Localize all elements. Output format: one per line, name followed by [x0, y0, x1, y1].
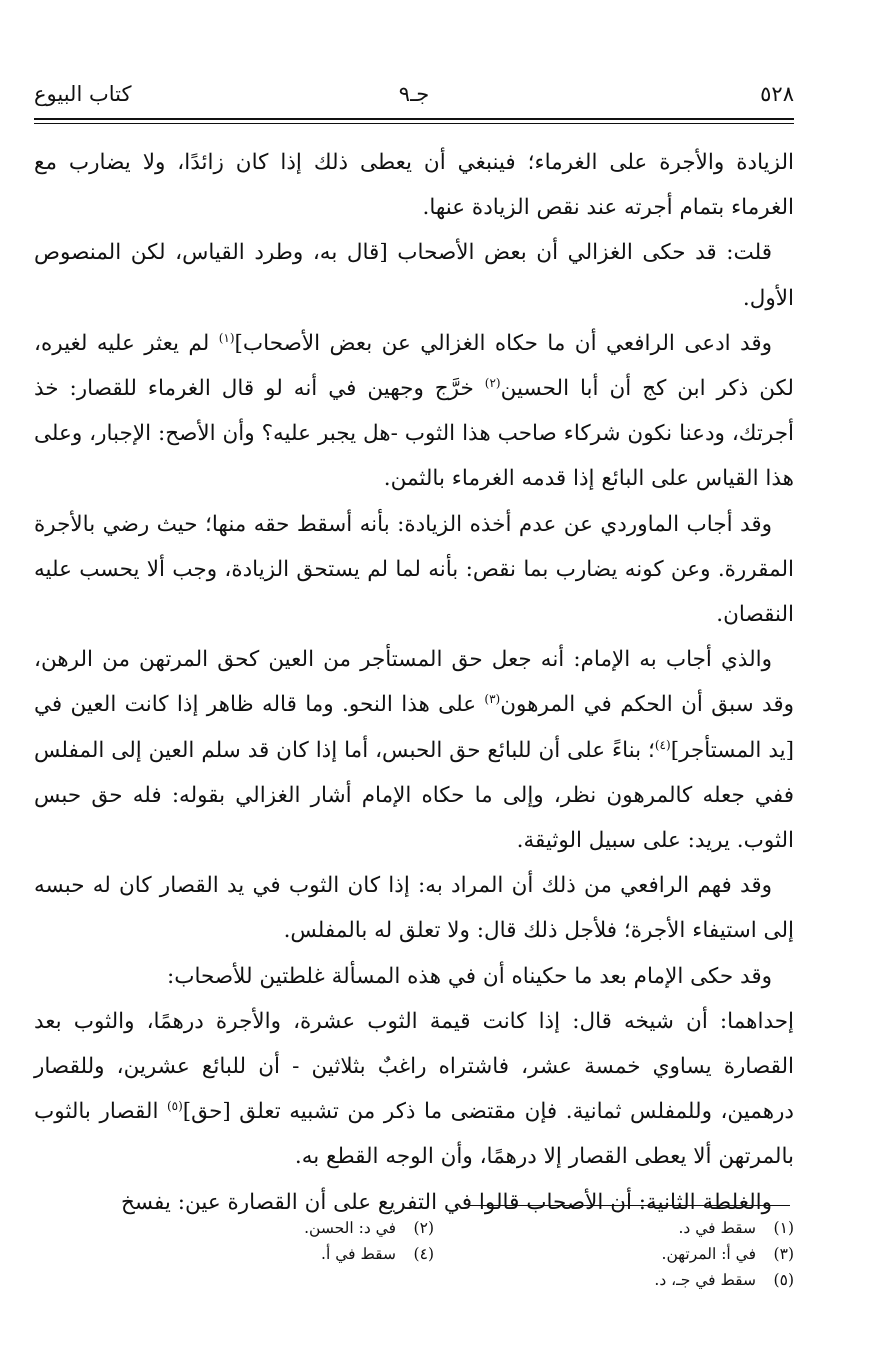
- footnote-text: سقط في أ.: [321, 1245, 396, 1263]
- footnote: [74, 1241, 434, 1267]
- text-run: وقد ادعى الرافعي أن ما حكاه الغزالي عن بعض الأصحاب]: [234, 330, 773, 356]
- footnote: [434, 1241, 794, 1267]
- footnote-separator: [470, 1205, 790, 1206]
- footnotes: [34, 1215, 794, 1293]
- paragraph: [34, 863, 794, 953]
- paragraph: [34, 321, 794, 502]
- footnote-marker: (٣): [484, 692, 501, 707]
- footnote-marker: (٤): [654, 737, 671, 752]
- running-header: [34, 82, 794, 114]
- paragraph: [34, 637, 794, 863]
- text-run: خرَّج وجهين في أنه لو قال الغرماء للقصار: خذ أجرتك، ودعنا نكون شركاء صاحب هذا الثوب -هل يجبر عليه؟ وأن الأصح: الإجبار، وعلى هذا القياس على البائع إذا قدمه الغرماء بالثمن.: [34, 376, 794, 492]
- footnote-text: في أ: المرتهن.: [661, 1245, 756, 1263]
- footnote-row: [34, 1241, 794, 1267]
- paragraph: [34, 502, 794, 638]
- footnote-number: (٣): [773, 1245, 794, 1263]
- footnote-number: (٤): [413, 1245, 434, 1263]
- paragraph: [34, 954, 794, 999]
- footnote-marker: (١): [218, 330, 235, 345]
- volume-label: جـ٩: [398, 82, 430, 106]
- footnote-marker: (٢): [484, 375, 501, 390]
- header-rule-thick: [34, 118, 794, 120]
- paragraph: [34, 999, 794, 1180]
- paragraph: [34, 140, 794, 230]
- footnote-number: (٥): [773, 1271, 794, 1289]
- main-text: [34, 140, 794, 1225]
- footnote: [434, 1215, 794, 1241]
- text-run: قلت: قد حكى الغزالي أن بعض الأصحاب [قال به، وطرد القياس، لكن المنصوص الأول.: [34, 240, 794, 311]
- text-run: والذي أجاب به الإمام: أنه جعل حق المستأجر من العين كحق المرتهن من الرهن، وقد سبق أن الحكم في المرهون: [34, 647, 794, 718]
- text-run: وقد أجاب الماوردي عن عدم أخذه الزيادة: بأنه أسقط حقه منها؛ حيث رضي بالأجرة المقررة. وعن كونه يضارب بما نقص: بأنه لما لم يستحق الزيادة، وجب ألا يحسب عليه النقصان.: [34, 511, 794, 628]
- text-run: لم يعثر عليه لغيره، لكن ذكر ابن كج أن أبا الحسين: [34, 330, 794, 402]
- footnote: [434, 1267, 794, 1293]
- text-run: الزيادة والأجرة على الغرماء؛ فينبغي أن يعطى ذلك إذا كان زائدًا، ولا يضارب مع الغرماء بتمام أجرته عند نقص الزيادة عنها.: [34, 150, 794, 221]
- footnote-text: سقط في جـ، د.: [654, 1271, 756, 1289]
- text-run: على هذا النحو. وما قاله ظاهر إذا كانت العين في [يد المستأجر]: [34, 692, 794, 763]
- text-run: ؛ بناءً على أن للبائع حق الحبس، أما إذا كان قد سلم العين إلى المفلس ففي جعله كالمرهون نظر، وإلى ما حكاه الإمام أشار الغزالي بقوله: فله حق حبس الثوب. يريد: على سبيل الوثيقة.: [34, 737, 794, 854]
- footnote-row: [34, 1267, 794, 1293]
- book-title: كتاب البيوع: [34, 82, 132, 106]
- footnote-row: [34, 1215, 794, 1241]
- footnote-number: (٢): [413, 1219, 434, 1237]
- page-number: ٥٢٨: [760, 82, 794, 106]
- footnote-text: سقط في د.: [678, 1219, 756, 1237]
- text-run: وقد حكى الإمام بعد ما حكيناه أن في هذه المسألة غلطتين للأصحاب:: [167, 963, 772, 989]
- paragraph: [34, 230, 794, 320]
- footnote: [74, 1215, 434, 1241]
- footnote-number: (١): [773, 1219, 794, 1237]
- text-run: والغلطة الثانية: أن الأصحاب قالوا في التفريع على أن القصارة عين: يفسخ: [120, 1189, 772, 1215]
- text-run: إحداهما: أن شيخه قال: إذا كانت قيمة الثوب عشرة، والأجرة درهمًا، والثوب بعد القصارة يساوي خمسة عشر، فاشتراه راغبٌ بثلاثين - أن للبائع عشرين، وللقصار درهمين، وللمفلس ثمانية. فإن مقتضى ما ذكر من تشبيه تعلق [حق]: [34, 1008, 794, 1125]
- text-run: وقد فهم الرافعي من ذلك أن المراد به: إذا كان الثوب في يد القصار كان له حبسه إلى استيفاء الأجرة؛ فلأجل ذلك قال: ولا تعلق له بالمفلس.: [34, 873, 794, 944]
- text-run: القصار بالثوب بالمرتهن ألا يعطى القصار إلا درهمًا، وأن الوجه القطع به.: [34, 1099, 794, 1170]
- header-rule-thin: [34, 123, 794, 124]
- footnote-text: في د: الحسن.: [304, 1219, 396, 1237]
- footnote-marker: (٥): [166, 1099, 183, 1114]
